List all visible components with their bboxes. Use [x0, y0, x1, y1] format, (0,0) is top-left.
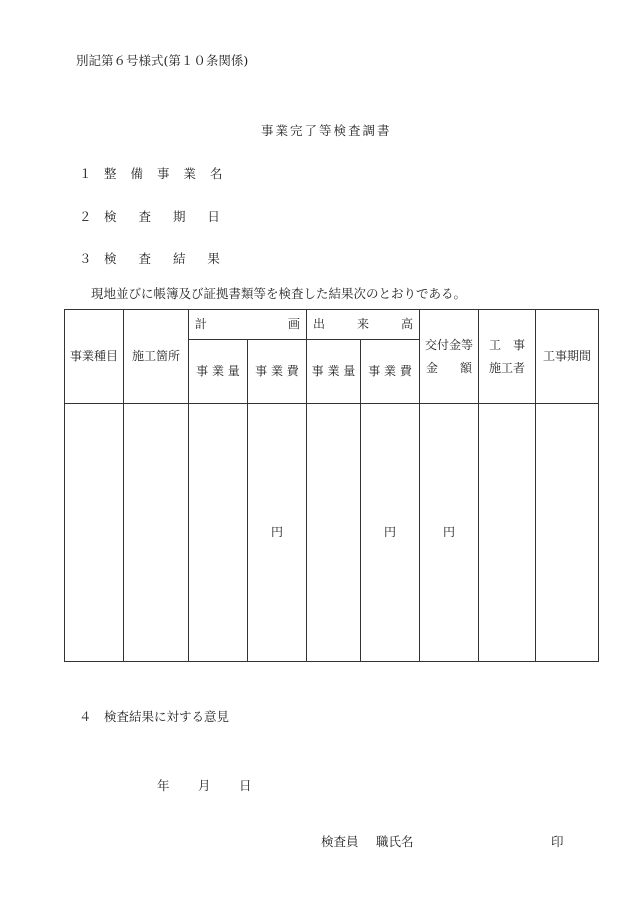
section-label: 検 査 結 果 [104, 251, 229, 266]
header-actual-char: 高 [401, 317, 414, 332]
header-plan-cost: 事 業 費 [248, 340, 307, 404]
header-plan-quantity: 事 業 量 [189, 340, 248, 404]
cell-period[interactable] [536, 404, 599, 662]
header-grant-left: 金 [426, 360, 439, 375]
table-row [65, 404, 599, 662]
header-grant-line1: 交付金等 [425, 337, 474, 352]
header-grant-amount [420, 310, 479, 404]
header-actual-char: 来 [357, 317, 370, 332]
header-actual-cost: 事 業 費 [361, 340, 420, 404]
document-title: 事業完了等検査調書 [261, 123, 392, 138]
section-number: ４ [79, 709, 92, 724]
header-actual-quantity: 事 業 量 [307, 340, 361, 404]
section-label: 検査結果に対する意見 [104, 709, 230, 724]
inspector-label: 検査員 [321, 834, 359, 849]
header-location: 施工箇所 [124, 310, 189, 404]
header-grant-right: 額 [460, 360, 473, 375]
section-number: １ [79, 166, 92, 181]
cell-grant-amount[interactable]: 円 [420, 404, 479, 662]
section-inspection-date [79, 207, 229, 225]
cell-actual-quantity[interactable] [307, 404, 361, 662]
section-opinion [79, 707, 229, 725]
cell-plan-cost[interactable]: 円 [248, 404, 307, 662]
form-reference: 別記第６号様式(第１０条関係) [76, 53, 249, 68]
header-plan-right: 画 [287, 317, 300, 332]
header-contractor [479, 310, 536, 404]
header-actual [307, 310, 420, 340]
intro-text: 現地並びに帳簿及び証拠書類等を検査した結果次のとおりである。 [91, 286, 467, 301]
section-project-name [79, 164, 227, 182]
header-category: 事業種目 [65, 310, 124, 404]
header-plan-left: 計 [195, 317, 208, 332]
section-number: ３ [79, 251, 92, 266]
cell-contractor[interactable] [479, 404, 536, 662]
header-contractor-line2: 施工者 [489, 360, 526, 375]
header-contractor-line1: 工 事 [489, 337, 526, 352]
header-actual-char: 出 [313, 317, 326, 332]
cell-location[interactable] [124, 404, 189, 662]
header-period: 工事期間 [536, 310, 599, 404]
date-year-label: 年 [157, 778, 170, 793]
inspection-table [64, 309, 599, 662]
section-label: 検 査 期 日 [104, 209, 229, 224]
cell-actual-cost[interactable]: 円 [361, 404, 420, 662]
cell-category[interactable] [65, 404, 124, 662]
header-plan [189, 310, 307, 340]
section-number: ２ [79, 209, 92, 224]
section-label: 整 備 事 業 名 [104, 166, 228, 181]
cell-plan-quantity[interactable] [189, 404, 248, 662]
title-name-label: 職氏名 [376, 834, 414, 849]
section-inspection-result [79, 249, 229, 267]
seal-mark: 印 [551, 834, 564, 849]
date-day-label: 日 [239, 778, 252, 793]
date-month-label: 月 [198, 778, 211, 793]
